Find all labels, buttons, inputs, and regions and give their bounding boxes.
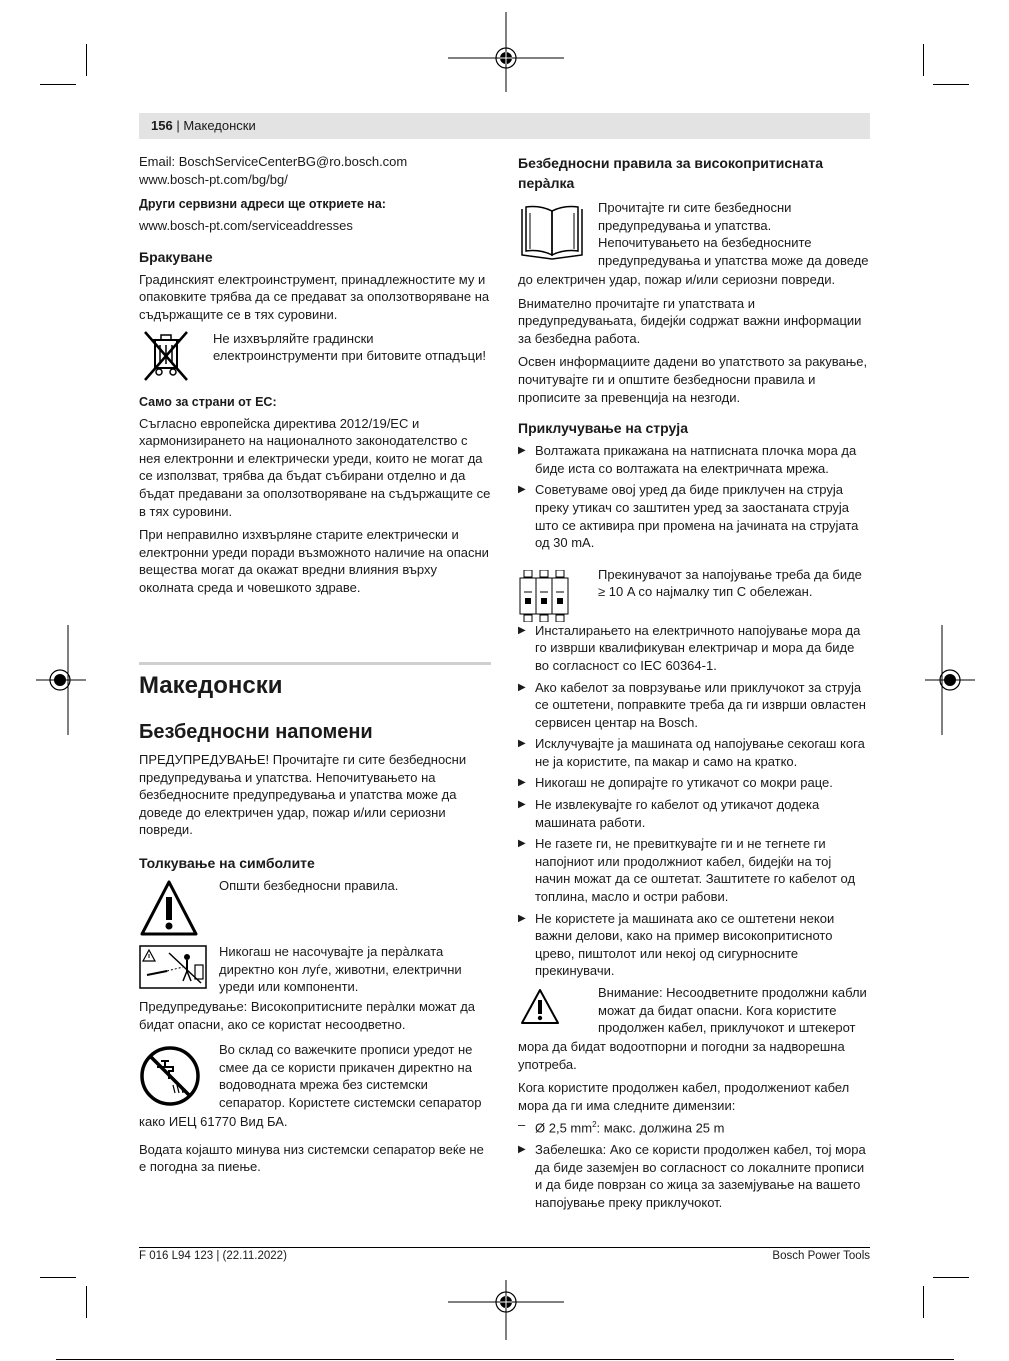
crossed-bin-icon bbox=[141, 330, 191, 384]
list-item: ▶ Исклучувајте ја машината од напојување секогаш кога не ја користите, па макар и само на кратко. bbox=[518, 735, 870, 770]
attention-text: Внимание: Несоодветните продолжни кабли можат да бидат опасни. Кога користите продолжен кабел, приклучокот и штекерот bbox=[598, 985, 867, 1036]
besides-text: Освен информациите дадени во упатството за ракување, почитувајте ги и општите безбедносни правила и прописите за превенција на незгоди. bbox=[518, 354, 868, 405]
extension-cable-text: Кога користите продолжен кабел, продолжениот кабел мора да ги има следните димензии: bbox=[518, 1080, 850, 1113]
crop-mark bbox=[86, 44, 87, 76]
power-connection-heading: Приклучување на струја bbox=[518, 420, 688, 437]
crop-mark bbox=[40, 84, 76, 85]
cable-dimension-item bbox=[518, 1116, 870, 1137]
eu-text-2: При неправилно изхвърляне старите електрически и електронни уреди поради възможното наличие на опасни вещества могат да окажат вредни влияния върху околната среда и човешкото здраве. bbox=[139, 527, 489, 595]
page-number: 156 bbox=[151, 118, 173, 133]
crop-mark bbox=[86, 1286, 87, 1318]
symbol3-text: Во склад со важечките прописи уредот не смее да се користи прикачен директно на водоводната мрежа без системски сепаратор. Користете системски сепаратор bbox=[219, 1042, 482, 1110]
pressure-washer-rules-heading: Безбедносни правила за високопритисната перàлка bbox=[518, 155, 824, 191]
breaker-text: Прекинувачот за напојување треба да биде ≥ 10 A со најмалку тип C обележан. bbox=[598, 566, 862, 600]
page-header: 156 | Македонски bbox=[139, 113, 870, 139]
no-direct-water-connection-icon bbox=[139, 1045, 201, 1107]
symbol2-text: Никогаш не насочувајте ја перàлката директно кон луѓе, животни, електрични уреди или компоненти. bbox=[219, 943, 462, 995]
warning-triangle-icon bbox=[139, 879, 199, 937]
crop-mark bbox=[933, 84, 969, 85]
eu-heading: Само за страни от ЕС: bbox=[139, 394, 277, 409]
language-title: Македонски bbox=[139, 672, 283, 699]
crop-mark bbox=[923, 44, 924, 76]
list-item: ▶ Не користете ја машината ако се оштетени некои важни делови, како на пример високопритисното црево, пиштолот или некој од сигурносните прекинувачи. bbox=[518, 910, 870, 980]
list-item: ▶ Волтажата прикажана на натписната плочка мора да биде иста со волтажата на електричната мрежа. bbox=[518, 442, 870, 477]
crop-mark bbox=[923, 1286, 924, 1318]
list-item: ▶ Инсталирањето на електричното напојување мора да го изврши квалификуван електричар и мора да биде во согласност со IEC 60364-1. bbox=[518, 622, 870, 675]
list-item: ▶ Не газете ги, не превиткувајте ги и не тегнете ги напојниот или продолжниот кабел, бидејќи на тој начин можат да се оштетат. Заштитете го кабелот од топлина, масло и остри рабови. bbox=[518, 835, 870, 905]
read-manual-text-cont: до електричен удар, пожар и/или сериозни повреди. bbox=[518, 272, 836, 287]
disposal-text: Градинският електроинструмент, принадлежностите му и опаковките трябва да се предават за оползотворяване на съдържащите се в тях суровини. bbox=[139, 271, 490, 322]
safety-notes-title: Безбедносни напомени bbox=[139, 721, 373, 743]
symbols-heading: Толкување на симболите bbox=[139, 854, 315, 871]
symbol1-text: Општи безбедносни правила. bbox=[219, 877, 399, 893]
careful-text: Внимателно прочитајте ги упатствата и предупредувањата, бидејќи содржат важни информации за безбедна работа. bbox=[518, 295, 862, 346]
registration-target-icon bbox=[36, 625, 86, 735]
attention-triangle-icon bbox=[520, 988, 560, 1026]
list-item: ▶ Советуваме овој уред да биде приклучен на струја преку утикач со заштитен уред за заостаната струја што се активира при промена на јачината на струјата од 30 mA. bbox=[518, 481, 870, 551]
registration-target-icon bbox=[448, 1280, 564, 1360]
symbol3-tail: како ИЕЦ 61770 Вид БА. bbox=[139, 1114, 288, 1130]
footer-doc-id: F 016 L94 123 | (22.11.2022) bbox=[139, 1250, 287, 1262]
water-text: Водата којашто минува низ системски сепаратор веќе не е погодна за пиење. bbox=[139, 1141, 484, 1175]
service-url: www.bosch-pt.com/bg/bg/ bbox=[139, 171, 288, 187]
service-email: Email: BoschServiceCenterBG@ro.bosch.com bbox=[139, 154, 408, 169]
left-column-top bbox=[139, 153, 491, 603]
header-section: Македонски bbox=[183, 118, 256, 133]
attention-text-cont: мора да бидат водоотпорни и погодни за надворешна употреба. bbox=[518, 1039, 845, 1072]
footer-brand: Bosch Power Tools bbox=[772, 1250, 870, 1262]
eu-text: Съгласно европейска директива 2012/19/EC и хармонизирането на националното законодателство с нея електронни и електрически уреди, които не могат да се използват, трябва да бъдат събирани отделно и да бъдат предавани за оползотворяване на съдържащите се в тях суровини. bbox=[139, 415, 491, 519]
list-item: ▶ Никогаш не допирајте го утикачот со мокри раце. bbox=[518, 774, 870, 792]
read-manual-book-icon bbox=[518, 203, 586, 261]
no-spray-at-people-icon bbox=[139, 945, 207, 989]
cable-dimension-tail: : макс. должина 25 m bbox=[596, 1120, 725, 1136]
list-item: ▶ Забелешка: Ако се користи продолжен кабел, тој мора да биде заземјен во согласност со локалните прописи и да биде поврзан со жица за заземјување на вашето напојување преку приклучокот. bbox=[518, 1141, 870, 1211]
disposal-icon-text: Не изхвърляйте градински електроинструменти при битовите отпадъци! bbox=[213, 330, 486, 364]
footer-divider bbox=[139, 1247, 870, 1248]
service-addresses-url: www.bosch-pt.com/serviceaddresses bbox=[139, 218, 353, 234]
cable-dimension-sup: 2 bbox=[592, 1120, 597, 1130]
crop-mark bbox=[40, 1277, 76, 1278]
other-addresses-heading: Други сервизни адреси ще откриете на: bbox=[139, 197, 386, 212]
symbol2-warning: Предупредување: Високопритисните перàлки можат да бидат опасни, ако се користат несоодветно. bbox=[139, 998, 476, 1032]
disposal-heading: Бракуване bbox=[139, 248, 213, 265]
list-item: ▶ Ако кабелот за поврзување или приклучокот за струја се оштетени, поправките треба да ги изврши овластен сервисен центар на Bosch. bbox=[518, 679, 870, 732]
crop-mark bbox=[933, 1277, 969, 1278]
left-column-bottom bbox=[139, 671, 491, 1182]
warning-text: ПРЕДУПРЕДУВАЊЕ! Прочитајте ги сите безбедносни предупредувања и упатства. Непочитувањето на безбедносните предупредувања и упатства може да доведе до електричен удар, пожар и/или сериозни повреди. bbox=[139, 752, 467, 838]
registration-target-icon bbox=[925, 625, 975, 735]
right-column bbox=[518, 153, 870, 1216]
read-manual-text: Прочитајте ги сите безбедносни предупредувања и упатства. Непочитувањето на безбедносните предупредувања и упатства може да доведе bbox=[598, 200, 869, 268]
list-item: ▶ Не извлекувајте го кабелот од утикачот додека машината работи. bbox=[518, 796, 870, 831]
section-divider bbox=[139, 662, 491, 665]
circuit-breaker-icon bbox=[518, 570, 570, 622]
cable-dimension-value: Ø 2,5 mm bbox=[535, 1120, 593, 1136]
registration-target-icon bbox=[448, 12, 564, 92]
